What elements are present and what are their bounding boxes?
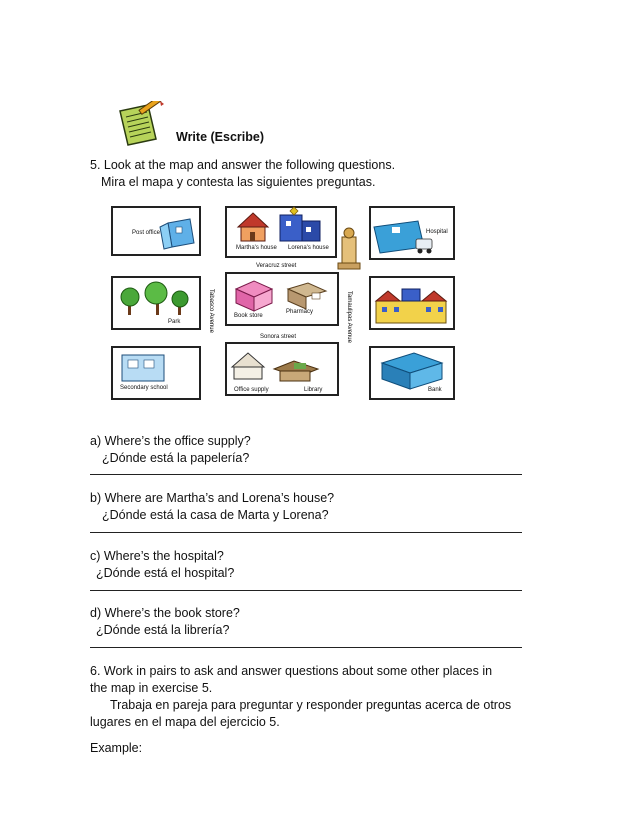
question-d-es: ¿Dónde está la librería? bbox=[96, 623, 230, 637]
label-library: Library bbox=[304, 387, 323, 393]
town-map-drawing bbox=[98, 197, 462, 407]
section-title: Write (Escribe) bbox=[176, 130, 264, 144]
label-tamaulipas-avenue: Tamaulipas Avenue bbox=[346, 291, 352, 343]
label-post-office: Post office bbox=[132, 230, 160, 236]
exercise-5-instruction-es: Mira el mapa y contesta las siguientes preguntas. bbox=[101, 175, 376, 189]
example-label: Example: bbox=[90, 741, 143, 755]
label-office-supply: Office supply bbox=[234, 387, 269, 393]
exercise-6-line-4: lugares en el mapa del ejercicio 5. bbox=[90, 715, 280, 729]
answer-line-a[interactable] bbox=[90, 474, 522, 475]
answer-line-c[interactable] bbox=[90, 590, 522, 591]
town-map bbox=[98, 197, 462, 407]
label-hospital: Hospital bbox=[426, 229, 448, 235]
question-b-es: ¿Dónde está la casa de Marta y Lorena? bbox=[102, 508, 329, 522]
label-book-store: Book store bbox=[234, 313, 263, 319]
question-a-en: a) Where’s the office supply? bbox=[90, 434, 251, 448]
label-sonora-street: Sonora street bbox=[260, 334, 297, 340]
statue-icon bbox=[338, 228, 360, 269]
exercise-6-line-3: Trabaja en pareja para preguntar y responder preguntas acerca de otros bbox=[110, 698, 512, 712]
exercise-6-line-1: 6. Work in pairs to ask and answer questions about some other places in bbox=[90, 664, 493, 678]
label-secondary-school: Secondary school bbox=[120, 385, 168, 391]
label-lorenas-house: Lorena's house bbox=[288, 245, 329, 251]
question-a-es: ¿Dónde está la papelería? bbox=[102, 451, 250, 465]
label-pharmacy: Pharmacy bbox=[286, 309, 314, 315]
question-c-en: c) Where’s the hospital? bbox=[90, 549, 224, 563]
label-park: Park bbox=[168, 319, 181, 325]
label-veracruz-street: Veracruz street bbox=[256, 263, 297, 269]
notepad-pencil-icon bbox=[114, 101, 164, 147]
answer-line-d[interactable] bbox=[90, 647, 522, 648]
label-tabasco-avenue: Tabasco Avenue bbox=[208, 289, 214, 333]
exercise-5-instruction: 5. Look at the map and answer the following questions. bbox=[90, 158, 396, 172]
question-d-en: d) Where’s the book store? bbox=[90, 606, 240, 620]
school-building-icon bbox=[376, 289, 446, 323]
question-c-es: ¿Dónde está el hospital? bbox=[96, 566, 235, 580]
exercise-6-line-2: the map in exercise 5. bbox=[90, 681, 213, 695]
answer-line-b[interactable] bbox=[90, 532, 522, 533]
label-bank: Bank bbox=[428, 387, 442, 393]
label-marthas-house: Martha's house bbox=[236, 245, 277, 251]
question-b-en: b) Where are Martha’s and Lorena’s house? bbox=[90, 491, 335, 505]
secondary-school-building-icon bbox=[122, 355, 164, 381]
